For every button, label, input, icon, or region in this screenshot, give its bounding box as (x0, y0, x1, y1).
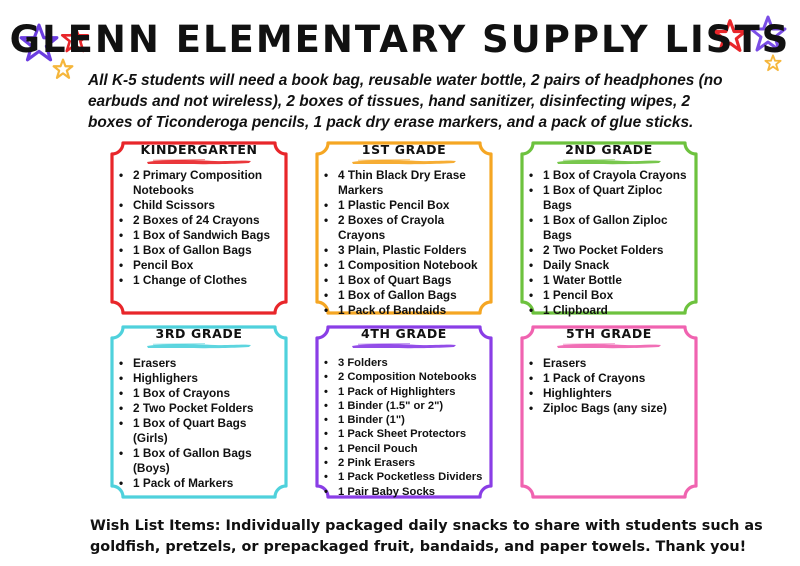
supply-list (320, 168, 484, 318)
list-item: • 1 Box of Quart Ziploc Bags (525, 183, 689, 213)
page-title: GLENN ELEMENTARY SUPPLY LISTS (9, 18, 791, 61)
card-heading: KINDERGARTEN (140, 142, 258, 157)
card-heading: 2ND GRADE (565, 142, 653, 157)
brush-stroke (350, 158, 458, 165)
list-item: • Erasers (115, 356, 279, 371)
list-item: • 1 Composition Notebook (320, 258, 484, 273)
list-item: • Erasers (525, 356, 689, 371)
list-item: • 1 Pair Baby Socks (320, 485, 484, 499)
list-item: • 1 Pack of Crayons (525, 371, 689, 386)
list-item: • 2 Two Pocket Folders (525, 243, 689, 258)
list-item: • 1 Pack of Highlighters (320, 385, 484, 399)
card-4th-grade (312, 322, 496, 502)
list-item: • 4 Thin Black Dry Erase Markers (320, 168, 484, 198)
list-item: • 1 Box of Quart Bags (320, 273, 484, 288)
supply-list (525, 356, 689, 416)
list-item: • 2 Boxes of Crayola Crayons (320, 213, 484, 243)
list-item: • 1 Box of Crayola Crayons (525, 168, 689, 183)
supply-list (320, 356, 484, 499)
brush-stroke (555, 158, 663, 165)
list-item: • 1 Pack Pocketless Dividers (320, 470, 484, 484)
card-2nd-grade (517, 138, 701, 318)
list-item: • 1 Pencil Box (525, 288, 689, 303)
list-item: • 1 Box of Quart Bags (Girls) (115, 416, 279, 446)
wish-list-paragraph: Wish List Items: Individually packaged daily snacks to share with students such as goldfish, pretzels, or prepackaged fruit, bandaids, and paper towels. Thank you! (90, 518, 763, 555)
card-3rd-grade (107, 322, 291, 502)
brush-stroke (145, 158, 253, 165)
list-item: • 2 Pink Erasers (320, 456, 484, 470)
supply-list (115, 168, 279, 288)
list-item: • 1 Change of Clothes (115, 273, 279, 288)
list-item: • 2 Boxes of 24 Crayons (115, 213, 279, 228)
list-item: • 1 Pack of Bandaids (320, 303, 484, 318)
brush-stroke (145, 342, 253, 349)
list-item: • Highlighers (115, 371, 279, 386)
list-item: • 1 Box of Gallon Ziploc Bags (525, 213, 689, 243)
list-item: • 1 Box of Gallon Bags (Boys) (115, 446, 279, 476)
card-heading: 4TH GRADE (361, 326, 447, 341)
list-item: • 1 Box of Sandwich Bags (115, 228, 279, 243)
list-item: • Child Scissors (115, 198, 279, 213)
card-heading: 3RD GRADE (155, 326, 243, 341)
list-item: • 1 Clipboard (525, 303, 689, 318)
list-item: • 1 Pencil Pouch (320, 442, 484, 456)
list-item: • 3 Plain, Plastic Folders (320, 243, 484, 258)
brush-stroke (350, 342, 458, 349)
list-item: • 2 Composition Notebooks (320, 370, 484, 384)
list-item: • Pencil Box (115, 258, 279, 273)
list-item: • Highlighters (525, 386, 689, 401)
card-kindergarten (107, 138, 291, 318)
list-item: • 1 Binder (1.5" or 2") (320, 399, 484, 413)
yellow-star-icon (52, 58, 74, 80)
supply-list (115, 356, 279, 491)
list-item: • 1 Binder (1") (320, 413, 484, 427)
list-item: • 2 Two Pocket Folders (115, 401, 279, 416)
list-item: • 1 Plastic Pencil Box (320, 198, 484, 213)
card-1st-grade (312, 138, 496, 318)
list-item: • Daily Snack (525, 258, 689, 273)
card-5th-grade (517, 322, 701, 502)
supply-list (525, 168, 689, 318)
list-item: • 1 Pack of Markers (115, 476, 279, 491)
list-item: • 1 Water Bottle (525, 273, 689, 288)
list-item: • 1 Box of Gallon Bags (320, 288, 484, 303)
list-item: • 3 Folders (320, 356, 484, 370)
list-item: • 2 Primary Composition Notebooks (115, 168, 279, 198)
list-item: • 1 Box of Gallon Bags (115, 243, 279, 258)
list-item: • 1 Box of Crayons (115, 386, 279, 401)
list-item: • Ziploc Bags (any size) (525, 401, 689, 416)
card-heading: 1ST GRADE (361, 142, 447, 157)
brush-stroke (555, 342, 663, 349)
list-item: • 1 Pack Sheet Protectors (320, 427, 484, 441)
card-heading: 5TH GRADE (566, 326, 652, 341)
intro-paragraph: All K-5 students will need a book bag, reusable water bottle, 2 pairs of headphones (no earbuds and not wireless), 2 boxes of tissues, hand sanitizer, disinfecting wipes, 2 boxes of Ticonderoga pencils, 1 pack dry erase markers, and a pack of glue sticks. (88, 72, 723, 131)
